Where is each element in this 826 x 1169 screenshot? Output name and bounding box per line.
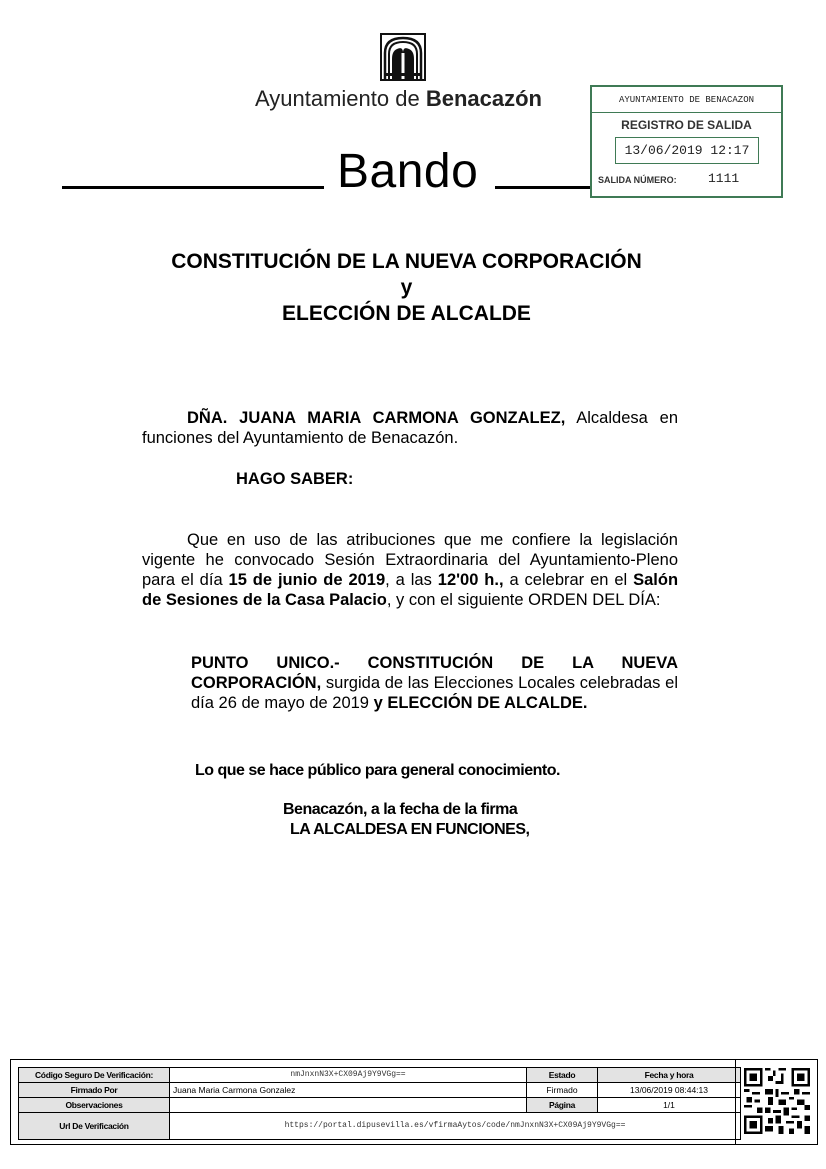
firmado-por-value: Juana Maria Carmona Gonzalez	[170, 1083, 527, 1098]
table-row	[19, 1083, 741, 1098]
orden-del-dia-item: PUNTO UNICO.- CONSTITUCIÓN DE LA NUEVA CORPORACIÓN, surgida de las Elecciones Locales celebradas el día 26 de mayo de 2019 y ELECCIÓN DE ALCALDE.	[191, 654, 678, 712]
closing-line: Lo que se hace público para general conocimiento.	[195, 762, 560, 779]
table-row	[19, 1068, 741, 1083]
verification-footer	[10, 1059, 818, 1145]
qr-container	[735, 1060, 818, 1144]
estado-value: Firmado	[527, 1083, 598, 1098]
registro-salida-stamp	[590, 85, 783, 198]
verification-url[interactable]: https://portal.dipusevilla.es/vfirmaAytos/code/nmJnxnN3X+CX09Aj9Y9VGg==	[170, 1113, 741, 1140]
stamp-number-label: SALIDA NÚMERO:	[598, 175, 677, 185]
session-date: 15 de junio de 2019	[228, 571, 386, 589]
fecha-label: Fecha y hora	[598, 1068, 741, 1083]
verification-table	[18, 1067, 741, 1140]
session-place: Salón de Sesiones de la Casa Palacio	[142, 571, 679, 609]
fecha-value: 13/06/2019 08:44:13	[598, 1083, 741, 1098]
headline-line-2: y	[400, 276, 413, 299]
session-time: 12'00 h.,	[437, 571, 504, 589]
stamp-org: AYUNTAMIENTO DE BENACAZON	[618, 95, 755, 105]
url-label: Url De Verificación	[19, 1113, 170, 1140]
mayor-name: DÑA. JUANA MARIA CARMONA GONZALEZ,	[187, 409, 566, 427]
observaciones-label: Observaciones	[19, 1098, 170, 1113]
stamp-divider	[592, 112, 781, 113]
headline-line-1: CONSTITUCIÓN DE LA NUEVA CORPORACIÓN	[171, 250, 642, 273]
stamp-title: REGISTRO DE SALIDA	[621, 118, 752, 132]
csv-value: nmJnxnN3X+CX09Aj9Y9VGg==	[170, 1068, 527, 1083]
document-type-title: Bando	[337, 145, 479, 198]
observaciones-value	[170, 1098, 527, 1113]
convocatoria-paragraph: Que en uso de las atribuciones que me confiere la legislación vigente he convocado Sesión Extraordinaria del Ayuntamiento-Pleno para el día 15 de junio de 2019, a las 12'00 h., a celebrar en el Salón de Sesiones de la Casa Palacio, y con el siguiente ORDEN DEL DÍA:	[142, 531, 679, 609]
headline-line-3: ELECCIÓN DE ALCALDE	[282, 302, 531, 325]
qr-code-icon	[744, 1068, 810, 1134]
signature-place: Benacazón, a la fecha de la firma	[283, 801, 518, 818]
stamp-datetime: 13/06/2019 12:17	[615, 137, 759, 164]
estado-label: Estado	[527, 1068, 598, 1083]
stamp-number: 1111	[708, 171, 740, 186]
table-row	[19, 1098, 741, 1113]
arch-window-icon	[380, 33, 426, 81]
signature-role: LA ALCALDESA EN FUNCIONES,	[290, 821, 530, 838]
pagina-value: 1/1	[598, 1098, 741, 1113]
hago-saber: HAGO SABER:	[236, 470, 354, 488]
pagina-label: Página	[527, 1098, 598, 1113]
table-row	[19, 1113, 741, 1140]
title-rule-left	[62, 186, 324, 189]
csv-label: Código Seguro De Verificación:	[19, 1068, 170, 1083]
firmado-por-label: Firmado Por	[19, 1083, 170, 1098]
org-name: Ayuntamiento de Benacazón	[255, 86, 542, 111]
intro-paragraph: DÑA. JUANA MARIA CARMONA GONZALEZ, Alcaldesa en funciones del Ayuntamiento de Benacazón.	[142, 409, 679, 447]
